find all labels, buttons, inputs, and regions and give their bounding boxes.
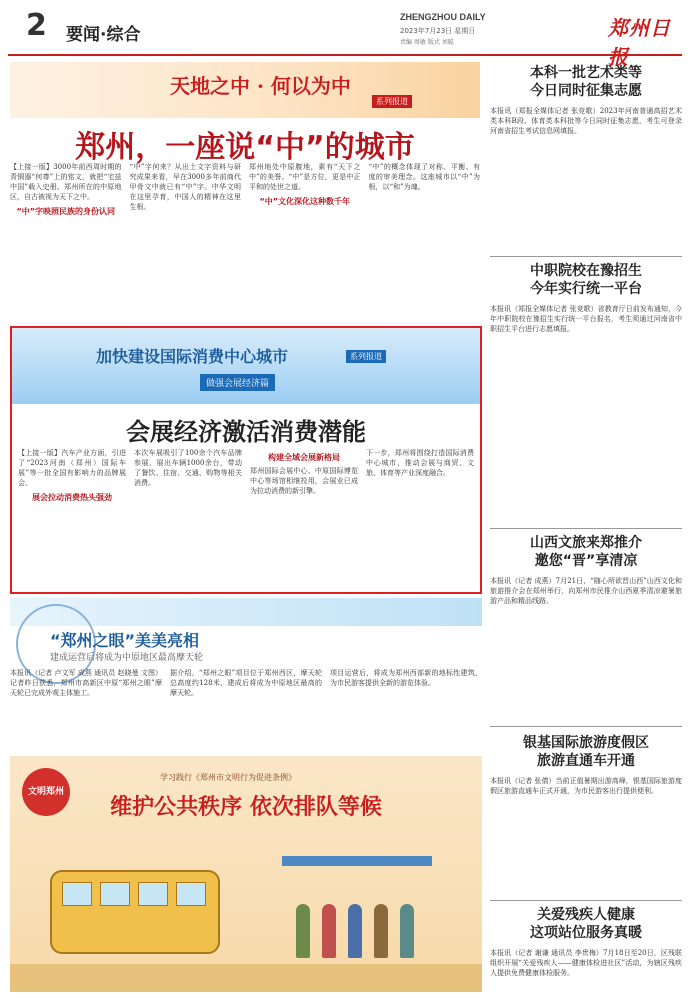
- right-article-1-text: 本报讯（郑报全媒体记者 张竞歌）2023年河南普通高招艺术类本科B段、体育类本科批等今日同时征集志愿，考生可登录河南省招生考试信息网填报。: [490, 107, 682, 135]
- person-figure: [322, 904, 336, 958]
- article3-subtitle: 建成运营后将成为中原地区最高摩天轮: [50, 653, 204, 663]
- right-article-4: [490, 734, 682, 896]
- article1-col3: [249, 162, 361, 317]
- article1-banner-text: 天地之中 · 何以为中: [170, 74, 351, 98]
- article2-subhead2: 构建全域会展新格局: [268, 453, 340, 462]
- bus-shelter-illustration: [282, 856, 432, 958]
- bus-window: [100, 882, 130, 906]
- article2-banner: [12, 328, 480, 404]
- article1-subhead1: “中”字映照民族的身份认同: [16, 207, 115, 216]
- article1-col4-text: “中”的概念体现了对称、平衡、有度的审美理念。这座城市以“中”为根，以“和”为魂。: [368, 163, 480, 191]
- article2-col3: [250, 448, 358, 590]
- page-number: 2: [26, 8, 47, 43]
- article1-headline: 郑州，一座说“中”的城市: [75, 130, 415, 165]
- right-article-3-text: 本报讯（记者 成燕）7月21日，“随心所欲晋山西”山西文化和旅游推介会在郑州举行，向郑州市民推介山西夏季清凉避暑旅游产品和精品线路。: [490, 577, 682, 605]
- bus-window: [62, 882, 92, 906]
- article2-subhead1: 展会拉动消费热头强劲: [32, 493, 112, 502]
- masthead-name: ZHENGZHOU DAILY: [400, 12, 486, 22]
- person-figure: [296, 904, 310, 958]
- ad-ground: [10, 964, 482, 992]
- article1-col4: [369, 162, 481, 317]
- article2-body: [18, 448, 474, 590]
- article2-banner-tag: 系列报道: [346, 350, 386, 363]
- person-figure: [348, 904, 362, 958]
- section-name: 要闻·综合: [66, 25, 141, 45]
- newspaper-logo: 郑州日报: [608, 16, 671, 69]
- article2-col2: [134, 448, 242, 590]
- article2-col4: [366, 448, 474, 590]
- right-article-2: [490, 262, 682, 524]
- article1-col1-text: 【上接一版】3000年前西周时期的青铜器“何尊”上的铭文，就把“宅兹中国”载入史册。郑州所在的中原地区，自古被视为天下之中。: [10, 163, 122, 201]
- staff-line: 责编 周敏 版式 刘聪: [400, 39, 454, 46]
- person-figure: [400, 904, 414, 958]
- public-service-ad: [10, 756, 482, 992]
- right-article-1-title: 本科一批艺术类等 今日同时征集志愿: [530, 65, 642, 99]
- article1-subhead2: “中”文化深化这种数千年: [259, 197, 350, 206]
- article2-col3-text: 郑州国际会展中心、中原国际博览中心等场馆相继投用，会展业已成为拉动消费的新引擎。: [250, 467, 358, 495]
- bus-window: [176, 882, 206, 906]
- person-figure: [374, 904, 388, 958]
- article1-body: [10, 162, 480, 317]
- right-article-5: [490, 906, 682, 998]
- right-article-2-text: 本报讯（郑报全媒体记者 张竞歌）省教育厅日前发布通知，今年中职院校在豫招生实行统一平台报名，考生须通过河南省中职招生平台进行志愿填报。: [490, 305, 682, 333]
- right-article-2-title: 中职院校在豫招生 今年实行统一平台: [530, 263, 642, 297]
- ad-big-text: 维护公共秩序 依次排队等候: [110, 795, 382, 820]
- article3-col1: 本报讯（记者 卢文军 成燕 通讯员 赵晓曼 文图）记者昨日获悉，郑州市高新区中原“郑州之眼”摩天轮已完成外观主体施工。: [10, 669, 162, 697]
- article1-banner-tag: 系列报道: [372, 95, 412, 108]
- page-header: [8, 6, 682, 69]
- article3-body: [10, 668, 482, 748]
- right-article-1: [490, 64, 682, 266]
- article2-col4-text: 下一步，郑州将围绕打造国际消费中心城市，推动会展与商贸、文旅、体育等产业深度融合。: [366, 449, 474, 477]
- divider: [490, 256, 682, 257]
- date-line: 2023年7月23日 星期日: [400, 27, 476, 35]
- article3: [10, 598, 482, 748]
- ad-small-text: 学习践行《郑州市文明行为促进条例》: [160, 773, 296, 782]
- article2-col1: [18, 448, 126, 590]
- article2-banner-text: 加快建设国际消费中心城市: [96, 347, 289, 366]
- divider: [490, 528, 682, 529]
- divider: [490, 900, 682, 901]
- article1-col3-text: 郑州地处中原腹地，素有“天下之中”的美誉。“中”是方位，更是中正平和的处世之道。: [249, 163, 361, 191]
- article2-col1-text: 【上接一版】汽车产业方面，引进了“2023河南（郑州）国际车展”等一批全国有影响力的品牌展会。: [18, 449, 126, 487]
- ad-seal: 文明郑州: [22, 768, 70, 816]
- article3-col2: 据介绍，“郑州之眼”项目位于郑州西区，摩天轮总高度约128米，建成后将成为中原地区最高的摩天轮。: [170, 669, 322, 697]
- right-article-3-title: 山西文旅来郑推介 邀您“晋”享清凉: [530, 535, 642, 569]
- article1-col2-text: “中”字何来？从出土文字资料与研究成果来看，早在3000多年前商代甲骨文中就已有“中”字。中华文明在这里孕育，中国人的精神在这里生根。: [129, 163, 241, 211]
- right-article-3: [490, 534, 682, 726]
- right-article-4-text: 本报讯（记者 张倩）当前正值暑期出游高峰，银基国际旅游度假区旅游直通车正式开通，为市民游客出行提供便利。: [490, 777, 682, 795]
- article2-banner-sub: 做强会展经济篇: [200, 374, 275, 391]
- article1-col2: [130, 162, 242, 317]
- right-article-5-text: 本报讯（记者 谢谦 通讯员 李贵梅）7月18日至20日，区残联组织开展“关爱残疾人——健康体检进社区”活动，为辖区残疾人提供免费健康体检服务。: [490, 949, 682, 977]
- article2-col2-text: 本次车展吸引了100余个汽车品牌参展，展出车辆1000余台，带动了餐饮、住宿、交通、购物等相关消费。: [134, 449, 242, 487]
- article3-col3: 项目运营后，将成为郑州西部新的地标性建筑，为市民游客提供全新的游览体验。: [330, 669, 482, 687]
- article2-headline: 会展经济激活消费潜能: [126, 418, 366, 446]
- article1-banner: [10, 62, 480, 118]
- bus-illustration: [50, 870, 220, 954]
- right-article-4-title: 银基国际旅游度假区 旅游直通车开通: [523, 735, 649, 769]
- article3-headline: “郑州之眼”美美亮相: [50, 631, 200, 650]
- article2-highlight-box[interactable]: [10, 326, 482, 594]
- divider: [490, 726, 682, 727]
- bus-window: [138, 882, 168, 906]
- right-article-5-title: 关爱残疾人健康 这项站位服务真暖: [530, 907, 642, 941]
- article1-col1: [10, 162, 122, 317]
